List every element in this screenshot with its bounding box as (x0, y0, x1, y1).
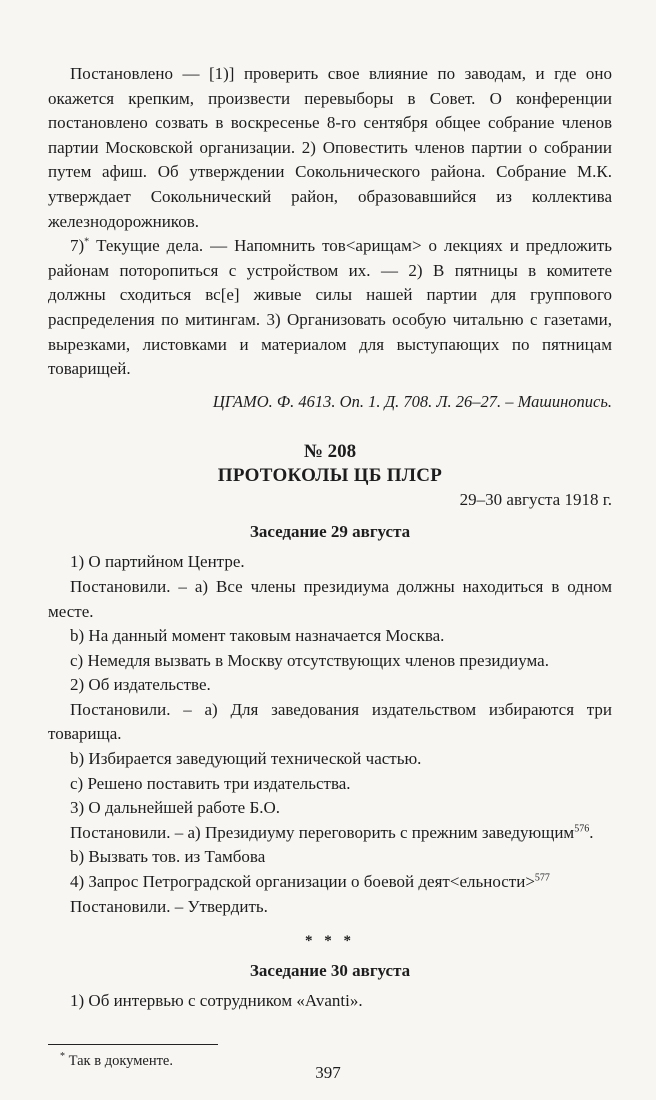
list-item: b) На данный момент таковым назначается Москва. (70, 626, 445, 646)
list-item: с) Немедля вызвать в Москву отсутствующих членов президиума. (70, 650, 549, 670)
list-item: 2) Об издательстве. (70, 675, 211, 695)
list-item (48, 870, 612, 895)
item-number: 7) (70, 236, 85, 256)
page-number: 397 (315, 1063, 341, 1082)
document-date: 29–30 августа 1918 г. (459, 490, 612, 510)
list-item: с) Решено поставить три издательства. (70, 773, 351, 793)
list-item: 1) Об интервью с сотрудником «Avanti». (70, 991, 363, 1011)
archive-source: ЦГАМО. Ф. 4613. Оп. 1. Д. 708. Л. 26–27. – Машинопись. (212, 391, 612, 411)
list-item-text: 4) Запрос Петроградской организации о боевой деят<ельности> (70, 872, 535, 892)
footnote-marker: * (60, 1050, 65, 1062)
list-item-text: Постановили. – а) Президиуму переговорить с прежним заведующим (70, 822, 575, 842)
list-item (48, 821, 612, 846)
paragraph-resolution: Постановлено — [1)] проверить свое влияние по заводам, и где оно окажется крепким, произвести перевыборы в Совет. О конференции постановлено созвать в воскресенье 8-го сентября общее собрание членов партии Московской организации. 2) Оповестить членов партии о собрании путем афиш. Об утверждении Сокольнического района. Собрание М.К. утверждает Сокольнический район, образовавшийся из коллектива железнодорожников. (48, 64, 612, 231)
list-item: Постановили. – а) Все члены президиума должны находиться в одном месте. (48, 576, 612, 621)
list-item: 3) О дальнейшей работе Б.О. (70, 798, 280, 818)
list-item: b) Вызвать тов. из Тамбова (70, 847, 266, 867)
document-page (48, 62, 612, 1071)
footnote-ref: * (84, 236, 90, 248)
footnote-text: Так в документе. (68, 1052, 173, 1069)
document-title: ПРОТОКОЛЫ ЦБ ПЛСР (217, 465, 443, 487)
paragraph-text: Текущие дела. — Напомнить тов<арищам> о лекциях и предложить районам поторопиться с устройством их. — 2) В пятницы в комитете должны сходиться вс[е] живые силы нашей партии для группового распределения по митингам. 3) Организовать особую читальню с газетами, вырезками, листовками и материалом для выступающих по пятницам товарищей. (48, 236, 612, 379)
list-item: Постановили. – а) Для заведования издательством избираются три товарища. (48, 699, 612, 744)
list-item-end: . (589, 822, 594, 842)
paragraph-current-affairs (48, 234, 612, 382)
document-number: № 208 (303, 441, 357, 463)
footnote-ref: 576 (574, 823, 590, 835)
footnote-ref: 577 (534, 872, 550, 884)
list-item: 1) О партийном Центре. (70, 552, 245, 572)
session-heading-29: Заседание 29 августа (249, 522, 411, 542)
list-item: Постановили. – Утвердить. (70, 896, 268, 916)
section-separator: * * * (305, 933, 355, 950)
footnote-divider (48, 1044, 218, 1045)
list-item: b) Избирается заведующий технической частью. (70, 749, 422, 769)
session-heading-30: Заседание 30 августа (249, 961, 411, 981)
